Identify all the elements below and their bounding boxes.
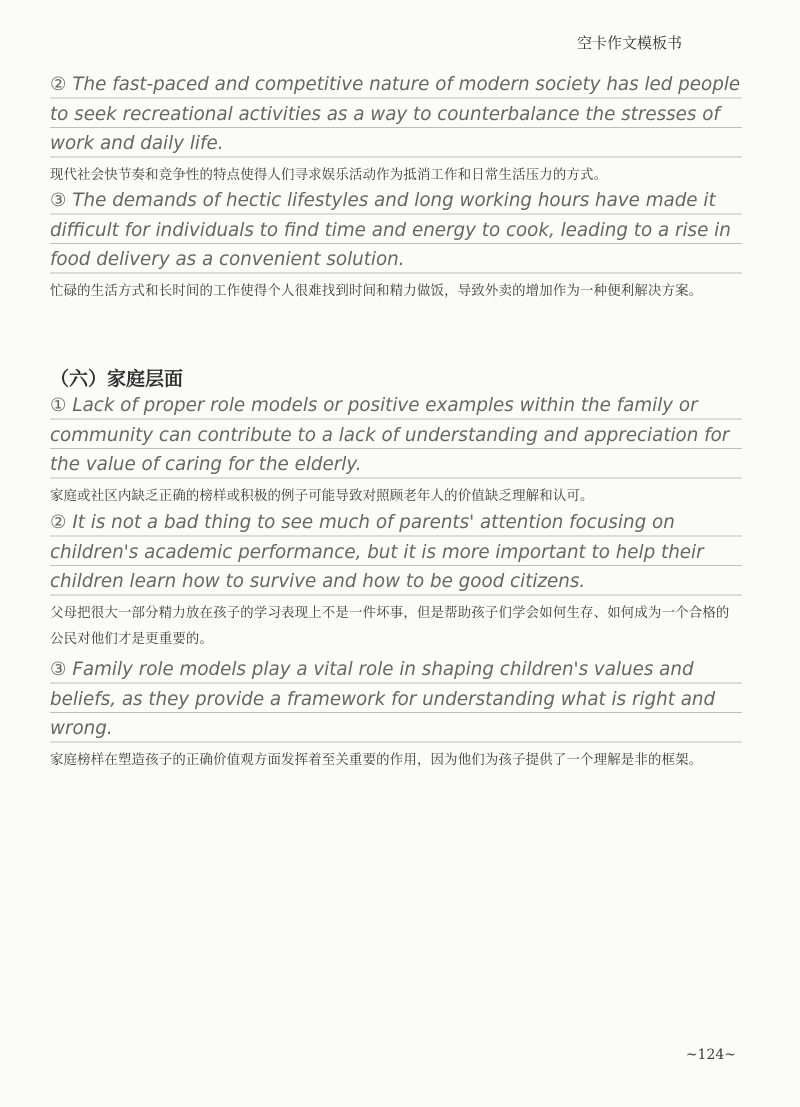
english-text: It is not a bad thing to see much of parents' attention focusing on children's academic performance, but it is more important to help their children learn how to survive and how to be good citizens. xyxy=(50,512,704,592)
item-number: ③ xyxy=(50,190,67,211)
section-heading-family: （六）家庭层面 xyxy=(50,368,184,390)
chinese-translation: 现代社会快节奏和竞争性的特点使得人们寻求娱乐活动作为抵消工作和日常生活压力的方式。 xyxy=(50,167,608,183)
item-number: ② xyxy=(50,74,67,95)
item-number: ② xyxy=(50,512,67,533)
book-title-header: 空卡作文模板书 xyxy=(576,34,682,52)
english-text: The demands of hectic lifestyles and long working hours have made it difficult for individuals to find time and energy to cook, leading to a rise in food delivery as a convenient solution. xyxy=(50,190,731,270)
chinese-translation: 父母把很大一部分精力放在孩子的学习表现上不是一件坏事，但是帮助孩子们学会如何生存、如何成为一个合格的公民对他们才是更重要的。 xyxy=(50,605,730,647)
english-sentence xyxy=(50,186,742,275)
chinese-translation: 忙碌的生活方式和长时间的工作使得个人很难找到时间和精力做饭，导致外卖的增加作为一种便利解决方案。 xyxy=(50,283,703,299)
chinese-translation: 家庭或社区内缺乏正确的榜样或积极的例子可能导致对照顾老年人的价值缺乏理解和认可。 xyxy=(50,488,594,504)
english-sentence xyxy=(50,655,742,744)
sentence-block-3 xyxy=(50,186,742,305)
family-sentence-block-1 xyxy=(50,391,742,510)
item-number: ③ xyxy=(50,659,67,680)
family-sentence-block-3 xyxy=(50,655,742,774)
page-number: ~124~ xyxy=(685,1047,736,1063)
chinese-translation: 家庭榜样在塑造孩子的正确价值观方面发挥着至关重要的作用，因为他们为孩子提供了一个理解是非的框架。 xyxy=(50,752,703,768)
family-sentence-block-2 xyxy=(50,508,742,653)
item-number: ① xyxy=(50,395,67,416)
english-text: The fast-paced and competitive nature of modern society has led people to seek recreational activities as a way to counterbalance the stresses of work and daily life. xyxy=(50,74,741,154)
english-text: Lack of proper role models or positive examples within the family or community can contribute to a lack of understanding and appreciation for the value of caring for the elderly. xyxy=(50,395,730,475)
english-text: Family role models play a vital role in shaping children's values and beliefs, as they provide a framework for understanding what is right and wrong. xyxy=(50,659,716,739)
sentence-block-2 xyxy=(50,70,742,189)
english-sentence xyxy=(50,70,742,159)
english-sentence xyxy=(50,508,742,597)
english-sentence xyxy=(50,391,742,480)
